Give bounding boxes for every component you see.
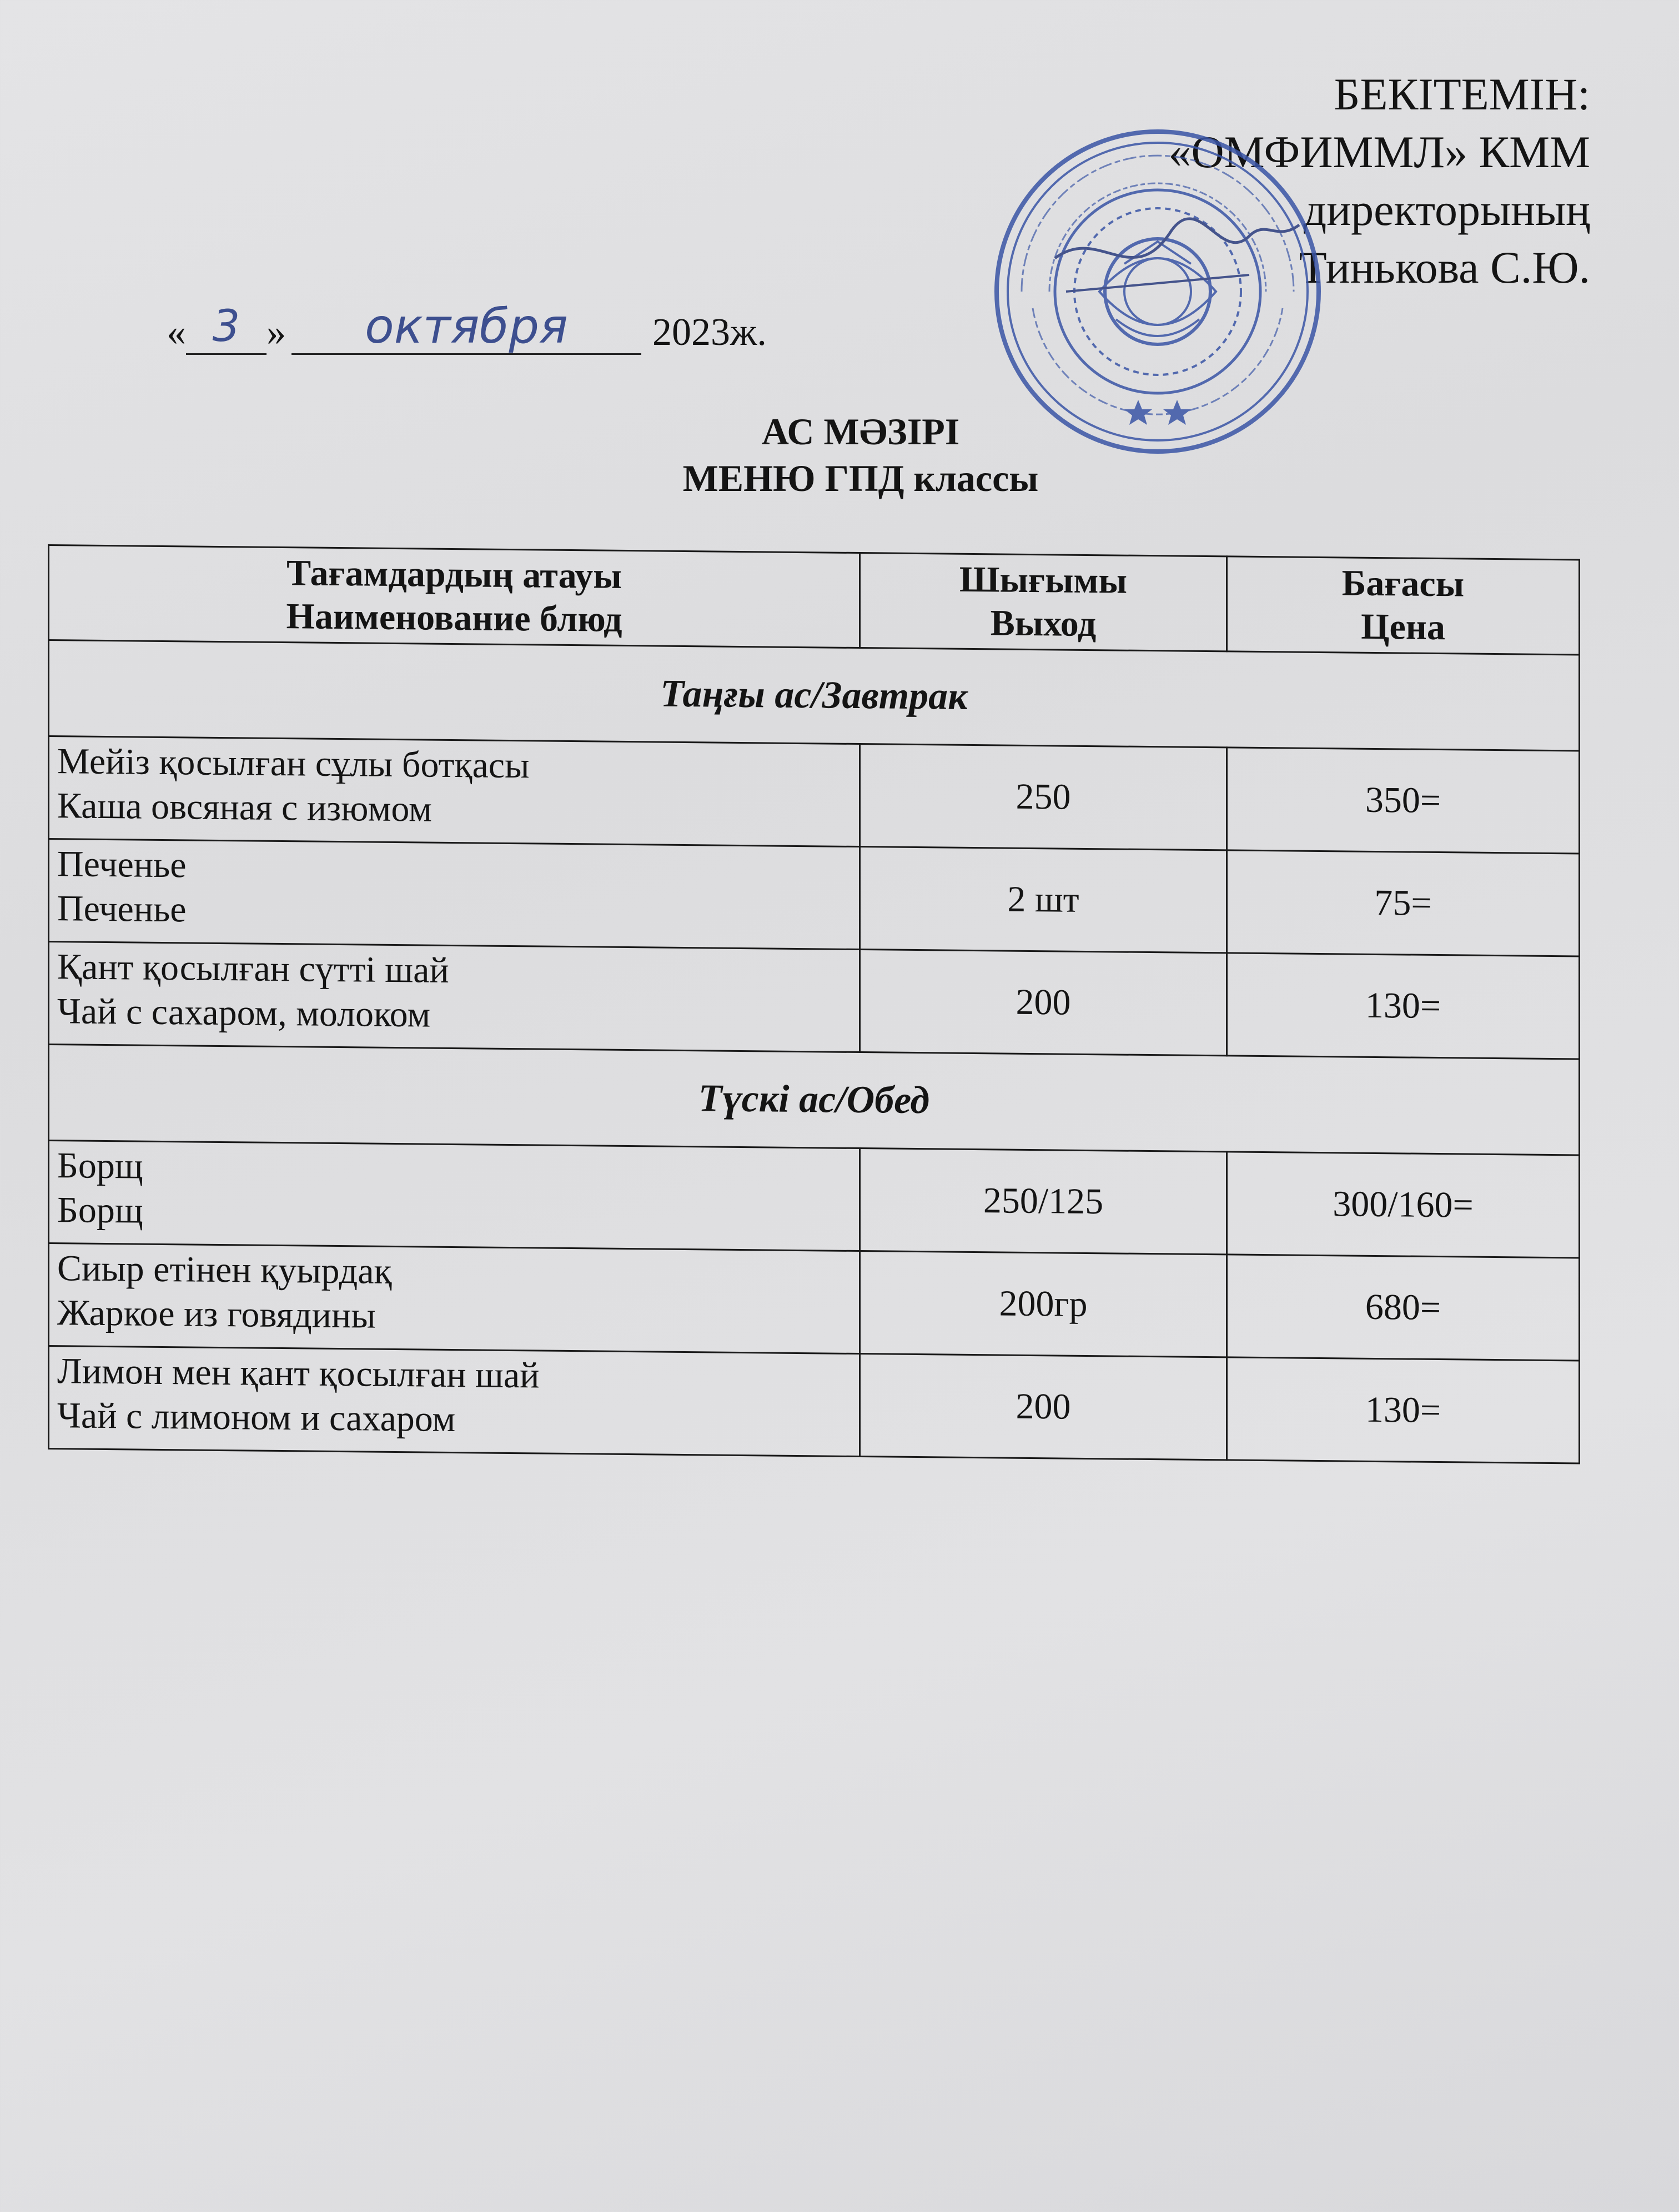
date-day: 3	[186, 300, 267, 355]
header-price-kz: Бағасы	[1341, 563, 1465, 605]
dish-name-kz: Сиыр етінен қуырдақ	[57, 1248, 392, 1292]
date-line	[167, 300, 767, 361]
dish-output: 200	[860, 1354, 1227, 1460]
header-price	[1227, 556, 1580, 655]
menu-title-kz: АС МӘЗІРІ	[761, 410, 960, 453]
date-year: 2023ж.	[652, 311, 767, 354]
table-row	[49, 839, 1580, 956]
dish-name-ru: Каша овсяная с изюмом	[57, 785, 432, 830]
dish-price: 350=	[1227, 748, 1580, 854]
date-open-quote: «	[167, 311, 186, 354]
dish-output: 250	[860, 744, 1227, 850]
dish-name	[49, 1243, 860, 1354]
header-output-ru: Выход	[990, 603, 1097, 645]
header-output	[860, 553, 1227, 651]
section-title: Түскі ас/Обед	[49, 1045, 1580, 1155]
dish-price: 130=	[1227, 953, 1580, 1059]
approval-signatory: Тинькова С.Ю.	[1299, 242, 1590, 293]
table-row	[49, 1141, 1580, 1258]
dish-name	[49, 942, 860, 1052]
section-row-lunch	[49, 1045, 1580, 1155]
dish-output: 200гр	[860, 1251, 1227, 1357]
dish-output: 200	[860, 950, 1227, 1056]
dish-price: 130=	[1227, 1357, 1580, 1463]
header-price-ru: Цена	[1361, 606, 1445, 648]
dish-output: 250/125	[860, 1148, 1227, 1255]
dish-name-ru: Жаркое из говядины	[57, 1292, 376, 1336]
table-row	[49, 1346, 1580, 1463]
approval-organization: «ОМФИММЛ» КММ	[1168, 127, 1590, 177]
dish-name	[49, 1346, 860, 1457]
dish-name-kz: Қант қосылған сүтті шай	[57, 946, 449, 991]
dish-output: 2 шт	[860, 847, 1227, 953]
dish-price: 75=	[1227, 850, 1580, 956]
dish-name	[49, 1141, 860, 1251]
table-row	[49, 942, 1580, 1059]
header-name-ru: Наименование блюд	[286, 596, 622, 640]
section-title: Таңғы ас/Завтрак	[49, 640, 1580, 751]
table-row	[49, 1243, 1580, 1361]
table-header-row	[49, 545, 1580, 655]
approval-position: директорының	[1303, 184, 1590, 235]
dish-name	[49, 736, 860, 847]
dish-name-ru: Борщ	[57, 1190, 143, 1231]
dish-name-kz: Печенье	[57, 844, 187, 886]
dish-name-ru: Печенье	[57, 888, 187, 930]
header-name-kz: Тағамдардың атауы	[286, 553, 622, 596]
menu-title	[0, 408, 1679, 501]
date-month: октября	[291, 300, 641, 355]
header-output-kz: Шығымы	[959, 559, 1127, 601]
section-row-breakfast	[49, 640, 1580, 751]
dish-price: 300/160=	[1227, 1152, 1580, 1258]
menu-table	[48, 544, 1580, 1464]
dish-name-kz: Мейіз қосылған сұлы ботқасы	[57, 741, 530, 786]
dish-name-kz: Лимон мен қант қосылған шай	[57, 1351, 540, 1396]
date-close-quote: »	[267, 311, 286, 354]
dish-name-ru: Чай с лимоном и сахаром	[57, 1395, 456, 1440]
dish-price: 680=	[1227, 1255, 1580, 1361]
menu-title-ru: МЕНЮ ГПД классы	[682, 457, 1039, 499]
dish-name-kz: Борщ	[57, 1145, 143, 1187]
dish-name-ru: Чай с сахаром, молоком	[57, 991, 431, 1035]
header-name	[49, 545, 860, 648]
dish-name	[49, 839, 860, 950]
approval-heading: БЕКІТЕМІН:	[1334, 69, 1590, 119]
table-row	[49, 736, 1580, 854]
